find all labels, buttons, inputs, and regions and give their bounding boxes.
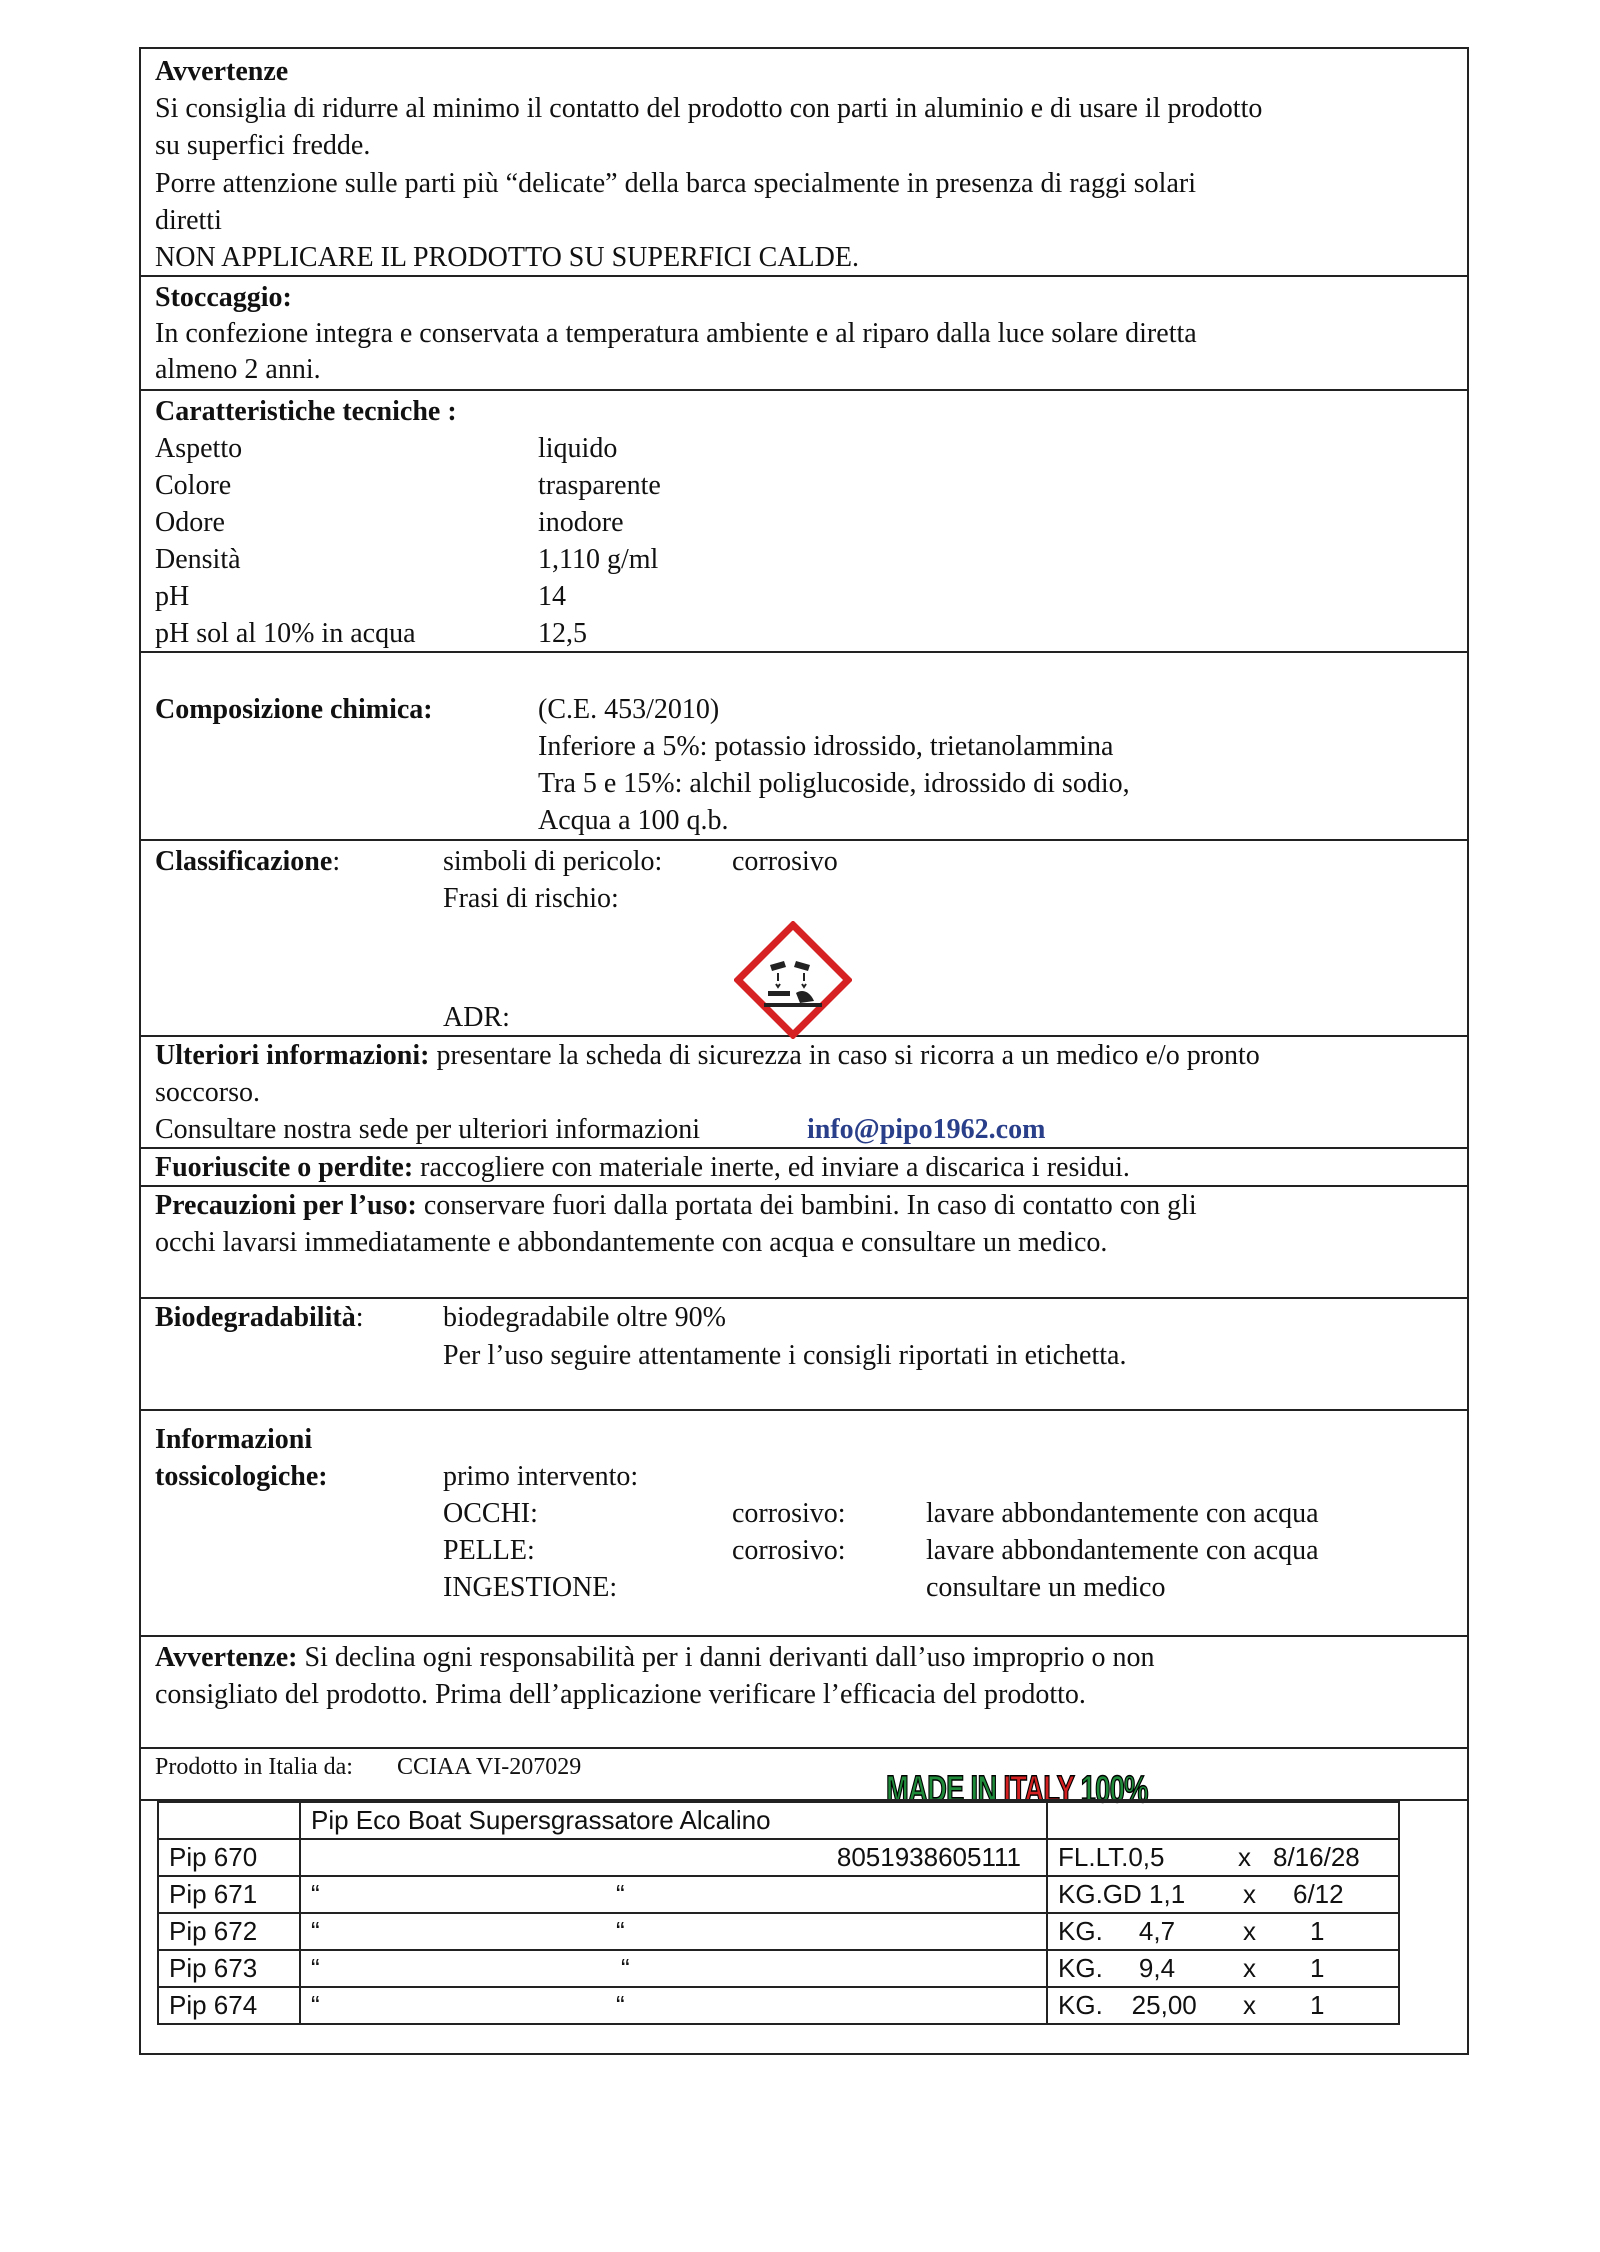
table-row: [158, 1987, 1399, 2024]
section-composizione: [141, 653, 1467, 841]
table-row: [158, 1839, 1399, 1876]
product-code: Pip 670: [158, 1839, 300, 1876]
contact-email: info@pipo1962.com: [807, 1114, 1046, 1145]
spec-value: 1,110 g/ml: [538, 544, 659, 575]
table-row: [158, 1913, 1399, 1950]
spec-value: trasparente: [538, 470, 661, 501]
made-in-italy-logo: MADE IN ITALY 100%: [886, 1769, 1148, 1811]
section-stoccaggio: [141, 277, 1467, 391]
composizione-line: Acqua a 100 q.b.: [538, 805, 729, 836]
cciaa-code: CCIAA VI-207029: [397, 1754, 582, 1780]
tox-part: OCCHI:: [443, 1498, 538, 1529]
table-cell: [1047, 1802, 1399, 1839]
section-ulteriori: [141, 1037, 1467, 1149]
tox-action: lavare abbondantemente con acqua: [926, 1535, 1319, 1566]
stoccaggio-line: almeno 2 anni.: [155, 354, 321, 385]
tox-hazard: corrosivo:: [732, 1498, 846, 1529]
section-fuoriuscite: [141, 1149, 1467, 1187]
safety-data-sheet: [139, 47, 1469, 2055]
product-pack: KG.GD 1,1 x 6/12: [1047, 1876, 1399, 1913]
spec-value: liquido: [538, 433, 618, 464]
avvertenze2-line: Avvertenze: Si declina ogni responsabilità per i danni derivanti dall’uso improprio o non: [155, 1642, 1155, 1673]
prodotto-label: Prodotto in Italia da:: [155, 1754, 353, 1780]
product-pack: KG. 25,00 x 1: [1047, 1987, 1399, 2024]
section-footer: [141, 1749, 1467, 2055]
avvertenze-line: Si consiglia di ridurre al minimo il contatto del prodotto con parti in aluminio e di usare il prodotto: [155, 93, 1263, 124]
section-classificazione: [141, 841, 1467, 1037]
composizione-line: Tra 5 e 15%: alchil poliglucoside, idrossido di sodio,: [538, 768, 1130, 799]
product-name: “ “: [300, 1987, 1047, 2024]
simboli-label: simboli di pericolo:: [443, 846, 663, 877]
product-name: “ “: [300, 1876, 1047, 1913]
stoccaggio-line: In confezione integra e conservata a temperatura ambiente e al riparo dalla luce solare diretta: [155, 318, 1197, 349]
table-row: [158, 1950, 1399, 1987]
caratteristiche-title: Caratteristiche tecniche :: [155, 396, 457, 427]
tossicologiche-title: tossicologiche:: [155, 1461, 328, 1492]
product-barcode: 8051938605111: [300, 1839, 1047, 1876]
spec-value: 14: [538, 581, 566, 612]
spec-label: pH sol al 10% in acqua: [155, 618, 416, 649]
product-table: [157, 1801, 1400, 2025]
product-code: Pip 674: [158, 1987, 300, 2024]
avvertenze-line: su superfici fredde.: [155, 130, 371, 161]
biodegradabilita-title: Biodegradabilità:: [155, 1302, 364, 1333]
spec-label: pH: [155, 581, 190, 612]
tox-hazard: corrosivo:: [732, 1535, 846, 1566]
ulteriori-line: soccorso.: [155, 1077, 260, 1108]
avvertenze-line: diretti: [155, 205, 222, 236]
spec-label: Densità: [155, 544, 241, 575]
product-code: Pip 671: [158, 1876, 300, 1913]
ulteriori-line: Consultare nostra sede per ulteriori informazioni: [155, 1114, 701, 1145]
section-precauzioni: [141, 1187, 1467, 1299]
section-avvertenze: [141, 49, 1467, 277]
corrosive-ghs-icon: [734, 921, 852, 1039]
stoccaggio-title: Stoccaggio:: [155, 282, 292, 313]
table-row: [158, 1802, 1399, 1839]
product-header: Pip Eco Boat Supersgrassatore Alcalino: [300, 1802, 1047, 1839]
product-code: Pip 672: [158, 1913, 300, 1950]
product-name: “ “: [300, 1913, 1047, 1950]
tox-part: INGESTIONE:: [443, 1572, 618, 1603]
tox-action: lavare abbondantemente con acqua: [926, 1498, 1319, 1529]
product-pack: FL.LT.0,5 x 8/16/28: [1047, 1839, 1399, 1876]
composizione-title: Composizione chimica:: [155, 694, 433, 725]
frasi-label: Frasi di rischio:: [443, 883, 619, 914]
section-tossicologiche: [141, 1411, 1467, 1637]
primo-intervento-label: primo intervento:: [443, 1461, 639, 1492]
section-avvertenze-finale: [141, 1637, 1467, 1749]
avvertenze2-line: consigliato del prodotto. Prima dell’applicazione verificare l’efficacia del prodotto.: [155, 1679, 1086, 1710]
product-code: Pip 673: [158, 1950, 300, 1987]
spec-label: Aspetto: [155, 433, 243, 464]
tox-part: PELLE:: [443, 1535, 535, 1566]
table-row: [158, 1876, 1399, 1913]
table-cell: [158, 1802, 300, 1839]
spec-value: 12,5: [538, 618, 587, 649]
biodegradabilita-line: Per l’uso seguire attentamente i consigli riportati in etichetta.: [443, 1340, 1127, 1371]
precauzioni-line: Precauzioni per l’uso: conservare fuori dalla portata dei bambini. In caso di contatto con gli: [155, 1190, 1197, 1221]
adr-label: ADR:: [443, 1002, 510, 1033]
classificazione-title: Classificazione:: [155, 846, 341, 877]
avvertenze-line: Porre attenzione sulle parti più “delicate” della barca specialmente in presenza di raggi solari: [155, 168, 1196, 199]
biodegradabilita-line: biodegradabile oltre 90%: [443, 1302, 727, 1333]
spec-label: Colore: [155, 470, 232, 501]
ulteriori-line: Ulteriori informazioni: presentare la scheda di sicurezza in caso si ricorra a un medico e/o pronto: [155, 1040, 1260, 1071]
section-caratteristiche: [141, 391, 1467, 653]
tox-action: consultare un medico: [926, 1572, 1166, 1603]
product-pack: KG. 9,4 x 1: [1047, 1950, 1399, 1987]
product-pack: KG. 4,7 x 1: [1047, 1913, 1399, 1950]
precauzioni-line: occhi lavarsi immediatamente e abbondantemente con acqua e consultare un medico.: [155, 1227, 1108, 1258]
simboli-value: corrosivo: [732, 846, 838, 877]
spec-label: Odore: [155, 507, 225, 538]
avvertenze-title: Avvertenze: [155, 56, 289, 87]
avvertenze-warning: NON APPLICARE IL PRODOTTO SU SUPERFICI CALDE.: [155, 242, 859, 273]
fuoriuscite-line: Fuoriuscite o perdite: raccogliere con materiale inerte, ed inviare a discarica i residui.: [155, 1152, 1130, 1183]
composizione-line: (C.E. 453/2010): [538, 694, 720, 725]
section-biodegradabilita: [141, 1299, 1467, 1411]
tossicologiche-title: Informazioni: [155, 1424, 313, 1455]
spec-value: inodore: [538, 507, 624, 538]
composizione-line: Inferiore a 5%: potassio idrossido, trietanolammina: [538, 731, 1114, 762]
product-name: “ “: [300, 1950, 1047, 1987]
